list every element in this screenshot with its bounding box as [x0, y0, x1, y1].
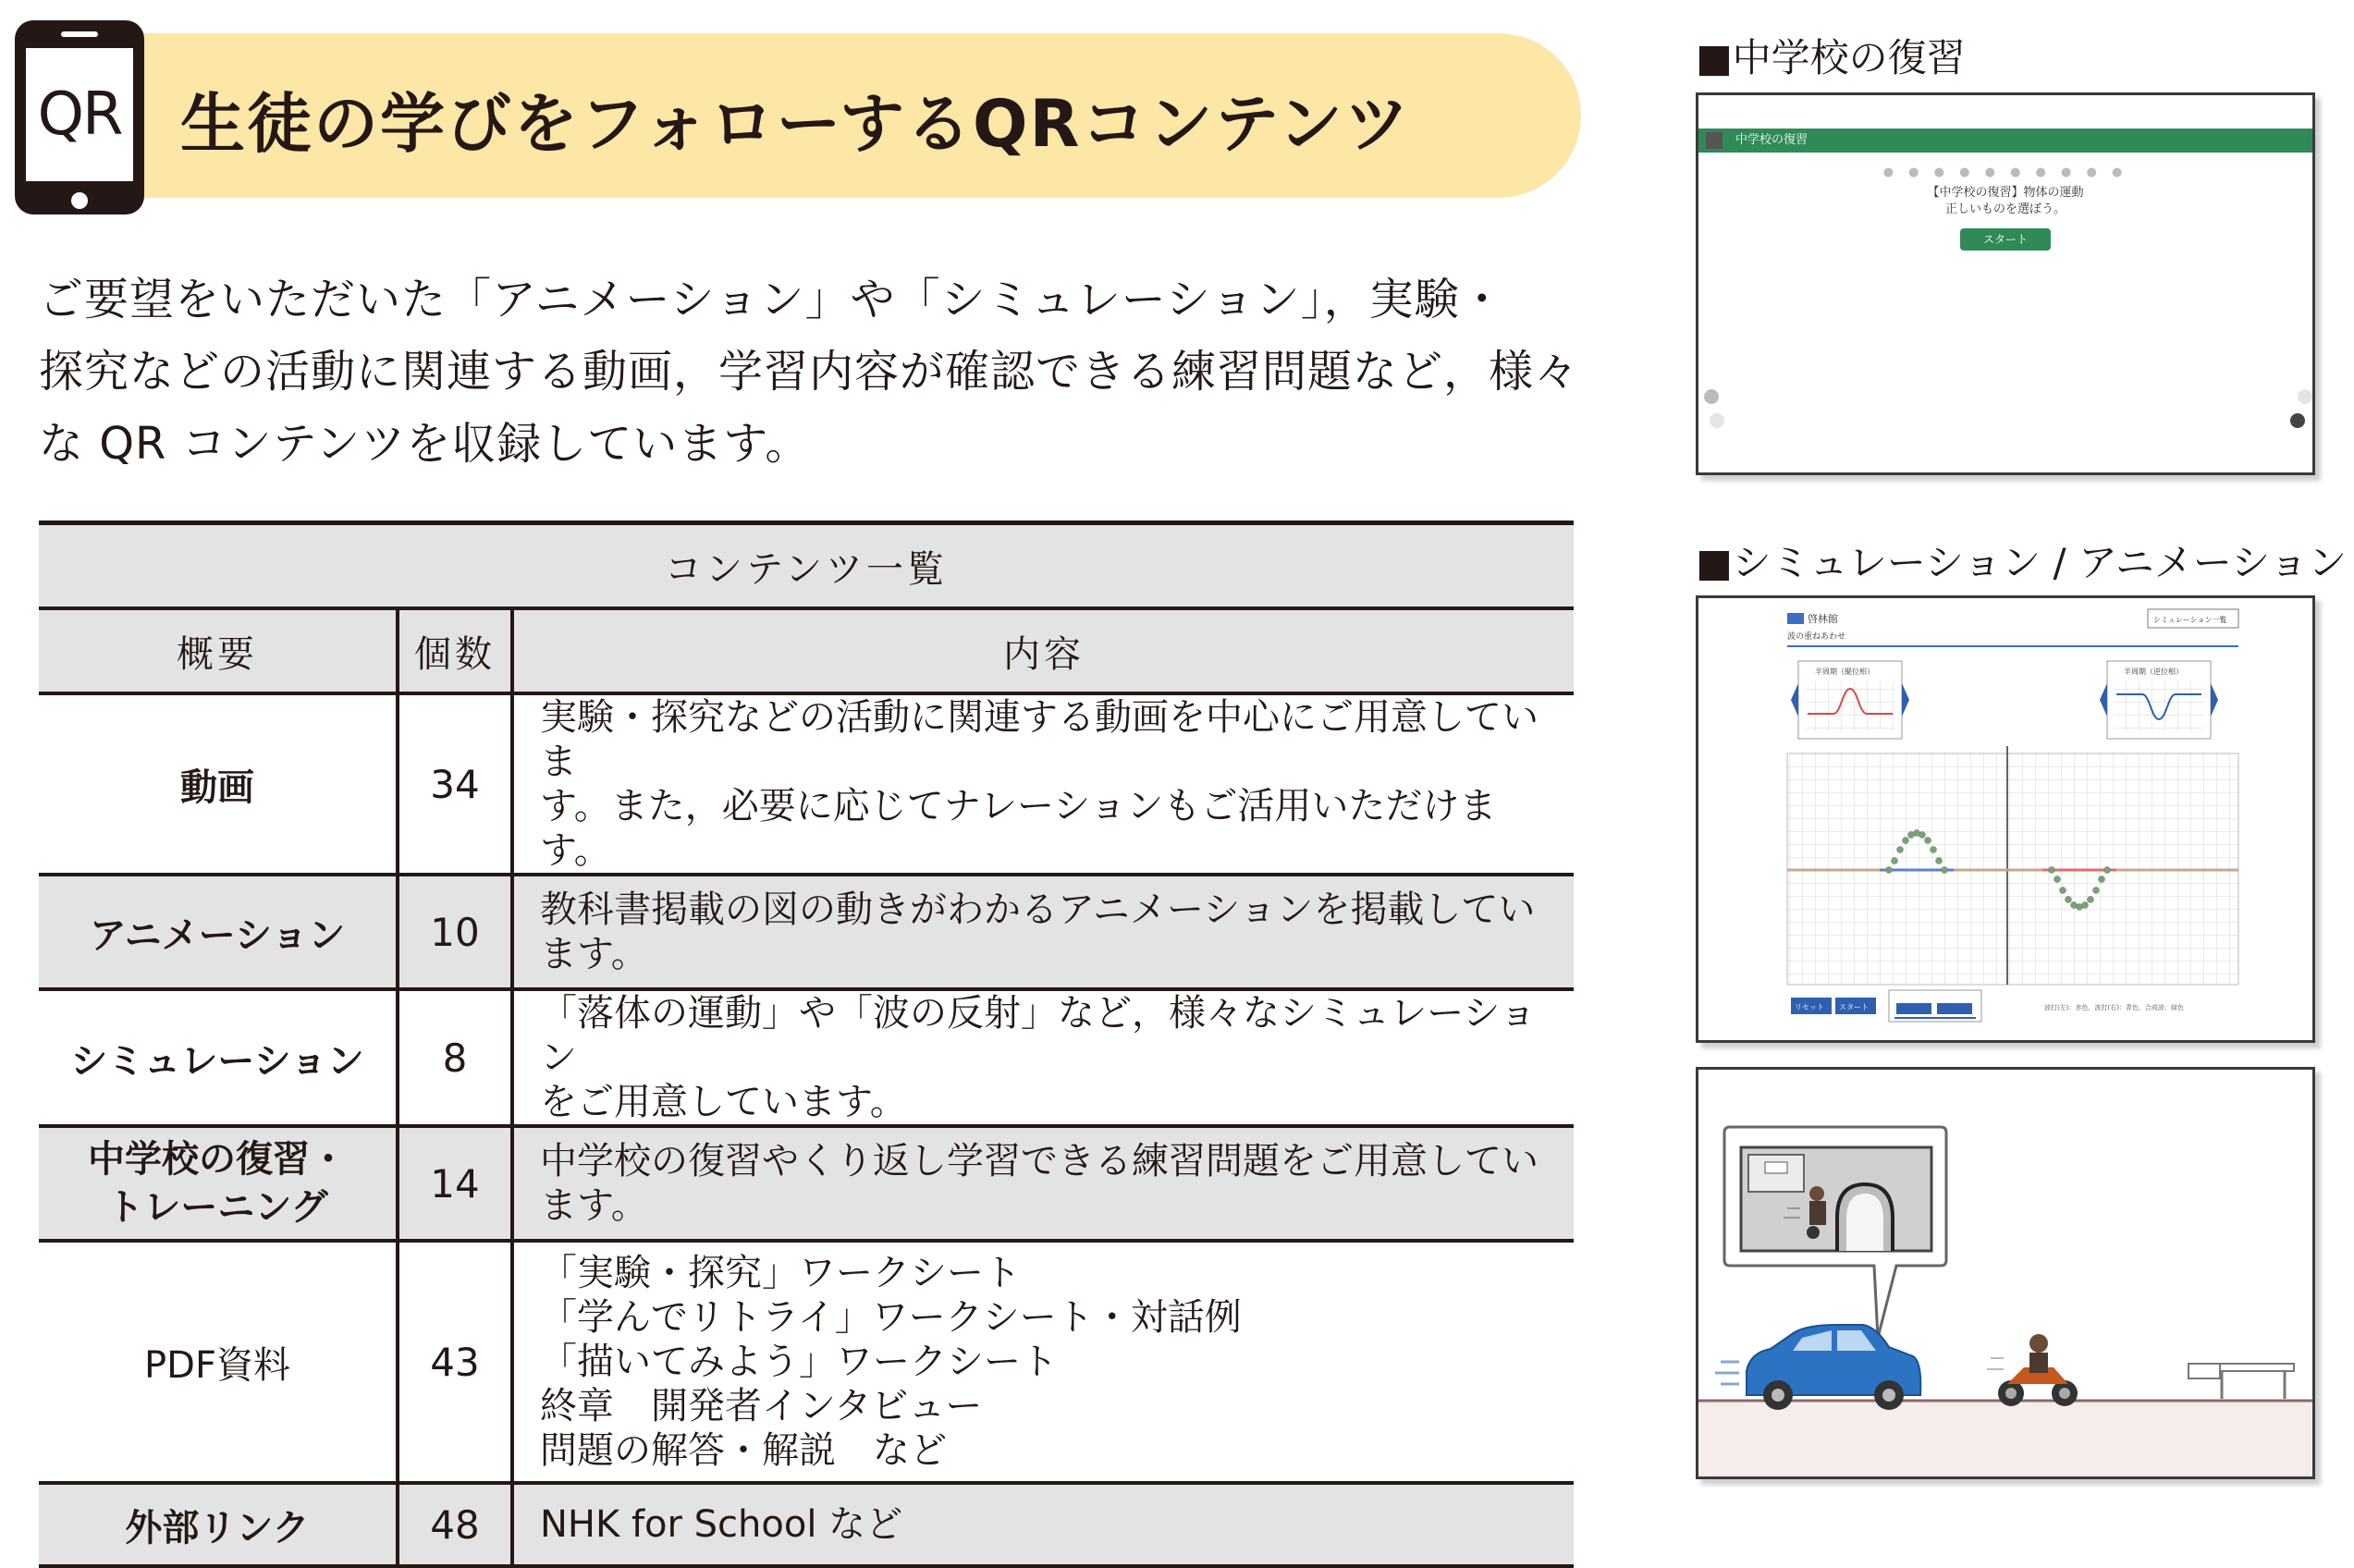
row-description: 教科書掲載の図の動きがわかるアニメーションを掲載してい ます。 [512, 875, 1574, 989]
prev-arrow-icon[interactable] [1704, 389, 1719, 404]
svg-text:啓林館: 啓林館 [1808, 613, 1838, 625]
svg-text:リセット: リセット [1795, 1003, 1824, 1011]
svg-text:半周期（縦位相）: 半周期（縦位相） [1815, 668, 1874, 676]
intro-line: ご要望をいただいた「アニメーション」や「シミュレーション」，実験・ [39, 274, 1505, 325]
wave-simulation-graphic [1698, 598, 2312, 1040]
page-title: 生徒の学びをフォローするQRコンテンツ [180, 86, 1411, 162]
quiz-question-line: 【中学校の復習】物体の運動 [1927, 186, 2084, 200]
doppler-animation-graphic [1698, 1070, 2312, 1476]
row-name: シミュレーション [39, 989, 398, 1126]
quiz-header-text: 中学校の復習 [1735, 133, 1808, 147]
svg-text:波の重ねあわせ: 波の重ねあわせ [1787, 632, 1846, 642]
row-count: 48 [398, 1483, 512, 1566]
row-description: 「落体の運動」や「波の反射」など，様々なシミュレーション をご用意しています。 [512, 989, 1574, 1126]
row-count: 10 [398, 875, 512, 989]
row-name: 外部リンク [39, 1483, 398, 1566]
row-count: 34 [398, 693, 512, 875]
svg-text:波打(左)：赤色，波打(右)：青色，合成波：緑色: 波打(左)：赤色，波打(右)：青色，合成波：緑色 [2044, 1004, 2184, 1011]
screenshot-wave-simulation [1696, 595, 2315, 1043]
contents-table [39, 521, 1574, 1568]
menu-icon [1706, 132, 1723, 149]
caption-simulation-animation: ■シミュレーション / アニメーション [1696, 540, 2348, 585]
table-row [39, 1483, 1574, 1566]
row-name: 動画 [39, 693, 398, 875]
row-description: 「実験・探究」ワークシート 「学んでリトライ」ワークシート・対話例 「描いてみよう」ワークシート 終章 開発者インタビュー 問題の解答・解説 など [512, 1241, 1574, 1483]
column-header-content: 内容 [512, 608, 1574, 693]
quiz-header-bar [1698, 129, 2312, 153]
progress-dots: ● ● ● ● ● ● ● ● ● ● [1882, 165, 2128, 179]
row-count: 14 [398, 1126, 512, 1241]
start-button[interactable]: スタート [1960, 228, 2051, 251]
row-description: 中学校の復習やくり返し学習できる練習問題をご用意してい ます。 [512, 1126, 1574, 1241]
row-name: PDF資料 [39, 1241, 398, 1483]
column-header-count: 個数 [398, 608, 512, 693]
table-row [39, 875, 1574, 989]
row-name: アニメーション [39, 875, 398, 989]
row-name: 中学校の復習・ トレーニング [39, 1126, 398, 1241]
row-count: 43 [398, 1241, 512, 1483]
prev-arrow-icon[interactable] [1710, 413, 1724, 428]
svg-text:シミュレーション一覧: シミュレーション一覧 [2153, 616, 2227, 624]
table-row [39, 693, 1574, 875]
screenshot-quiz [1696, 92, 2315, 475]
row-description: 実験・探究などの活動に関連する動画を中心にご用意していま す。また，必要に応じてナレーションもご活用いただけます。 [512, 693, 1574, 875]
column-header-summary: 概要 [39, 608, 398, 693]
table-row [39, 989, 1574, 1126]
row-count: 8 [398, 989, 512, 1126]
intro-line: 探究などの活動に関連する動画，学習内容が確認できる練習問題など，様々 [39, 346, 1580, 398]
smartphone-icon [15, 20, 144, 214]
caption-junior-high-review: ■中学校の復習 [1696, 35, 1966, 80]
table-row [39, 1126, 1574, 1241]
table-title: コンテンツ一覧 [39, 523, 1574, 609]
screenshot-doppler-animation [1696, 1067, 2315, 1479]
intro-paragraph [39, 263, 1592, 480]
intro-line: な QR コンテンツを収録しています。 [39, 418, 811, 470]
table-row [39, 1241, 1574, 1483]
next-arrow-icon[interactable] [2290, 413, 2305, 428]
next-arrow-icon[interactable] [2298, 389, 2312, 404]
quiz-question-line: 正しいものを選ぼう。 [1944, 202, 2066, 216]
svg-text:スタート: スタート [1839, 1003, 1869, 1011]
svg-text:半周期（逆位相）: 半周期（逆位相） [2124, 668, 2183, 676]
qr-icon-label: QR [37, 80, 122, 149]
row-description: NHK for School など [512, 1483, 1574, 1566]
